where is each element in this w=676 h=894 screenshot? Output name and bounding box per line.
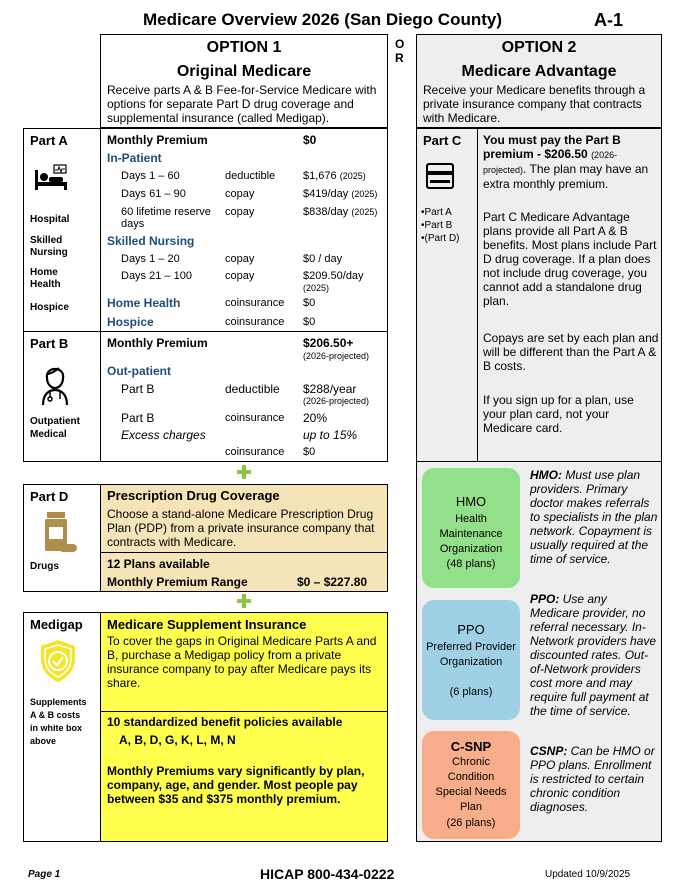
hmo-text: Must use plan providers. Primary doctor makes referrals to specialists in the plan network. Copayment is usually required at the time of service.	[530, 468, 658, 566]
ppo-name: Preferred Provider Organization	[426, 641, 516, 668]
part-a-row2-type: copay	[225, 188, 255, 200]
part-b-r4-type: coinsurance	[225, 446, 285, 458]
ppo-abbr: PPO	[457, 622, 485, 637]
part-b-r1-amount: $288/year	[303, 382, 357, 396]
footer-page: Page 1	[28, 869, 61, 880]
medigap-desc: To cover the gaps in Original Medicare Parts A and B, purchase a Medigap policy from a private insurance company to pay after Medicare pays its share.	[107, 634, 377, 690]
part-c-p1	[483, 133, 659, 191]
part-c-p1a: You must pay the Part B premium - $206.50	[483, 133, 621, 161]
or-o: O	[395, 37, 405, 51]
part-c-side	[416, 128, 478, 462]
part-c-label: Part C	[423, 133, 462, 148]
option1-label: OPTION 1	[206, 39, 282, 56]
csnp-desc	[530, 744, 658, 814]
part-a-hospice: Hospice	[107, 315, 154, 329]
plus-icon	[237, 594, 251, 608]
part-b-excess-amount: up to 15%	[303, 428, 358, 442]
part-a-row1-amount: $1,676	[303, 170, 337, 182]
part-a-side-home: Home Health	[30, 267, 61, 290]
part-b-excess-label: Excess charges	[121, 428, 206, 442]
part-c-side-d: •(Part D)	[421, 233, 460, 244]
ppo-count: (6 plans)	[449, 686, 493, 698]
footer-phone: HICAP 800-434-0222	[260, 866, 395, 882]
part-a-row1-type: deductible	[225, 170, 276, 182]
part-a-row3-days: 60 lifetime reserve days	[121, 206, 211, 230]
part-a-snf2-days: Days 21 – 100	[121, 270, 192, 282]
option1-name: Original Medicare	[176, 63, 312, 80]
csnp-name: Chronic Condition Special Needs Plan	[435, 756, 507, 813]
part-c-p4: If you sign up for a plan, use your plan card, not your Medicare card.	[483, 393, 634, 435]
part-a-snf2-type: copay	[225, 270, 255, 282]
footer-updated: Updated 10/9/2025	[545, 869, 631, 880]
csnp-lead: CSNP:	[530, 744, 568, 758]
hmo-lead: HMO:	[530, 468, 562, 482]
csnp-text: Can be HMO or PPO plans. Enrollment is restricted to certain chronic condition diagnoses.	[530, 744, 655, 814]
part-c-side-a: •Part A	[421, 207, 452, 218]
part-b-r2-type: coinsurance	[225, 412, 285, 424]
plan-types	[416, 461, 662, 842]
part-a-snf1-amount: $0 / day	[303, 253, 343, 265]
ppo-desc	[530, 592, 658, 718]
part-b-label: Part B	[30, 336, 69, 351]
part-a-row3-amount: $838/day	[303, 206, 349, 218]
part-b-premium: $206.50+	[303, 336, 354, 350]
part-a-snf2-year: (2025)	[303, 283, 330, 293]
part-a-side	[23, 128, 101, 332]
part-d-range: $0 – $227.80	[297, 575, 368, 589]
part-d-content	[100, 484, 388, 592]
option2-label: OPTION 2	[501, 39, 577, 56]
part-b-r2-label: Part B	[121, 411, 155, 425]
page-title: Medicare Overview 2026 (San Diego County)	[143, 10, 503, 29]
part-a-row3-year: (2025)	[351, 207, 378, 217]
doctor-icon	[41, 362, 69, 406]
part-a-premium-label: Monthly Premium	[107, 133, 208, 147]
medigap-side-1: Supplements	[30, 697, 87, 707]
ppo-pill	[422, 600, 520, 720]
ppo-text: Use any Medicare provider, no referral necessary. In-Network providers have discounted rates. Out-of-Network providers cost more and may require full payment at the time of service.	[530, 592, 657, 718]
part-a-side-hospice: Hospice	[30, 302, 69, 313]
part-a-row2-year: (2025)	[351, 189, 378, 199]
part-b-outpatient: Out-patient	[107, 364, 171, 378]
hmo-abbr: HMO	[455, 494, 487, 509]
shield-check-icon	[38, 639, 78, 683]
part-a-home-type: coinsurance	[225, 297, 285, 309]
part-c-side-b: •Part B	[421, 220, 453, 231]
part-a-row3-type: copay	[225, 206, 255, 218]
part-b-r4-amount: $0	[303, 446, 316, 458]
part-c-p1b: (2026-projected)	[483, 150, 618, 175]
part-d-side	[23, 484, 101, 592]
medigap-side	[23, 612, 101, 842]
part-a-row1-days: Days 1 – 60	[121, 170, 180, 182]
part-b-r1-type: deductible	[225, 382, 280, 396]
part-c-p2: Part C Medicare Advantage plans provide all Part A & B benefits. Most plans include Part D drug coverage. If a plan does not include drug coverage, you cannot add a standalone drug plan.	[483, 210, 657, 308]
part-c-p3: Copays are set by each plan and will be different than the Part A & B costs.	[483, 331, 659, 373]
part-b-r1-note: (2026-projected)	[303, 396, 370, 406]
csnp-count: (26 plans)	[446, 817, 496, 829]
part-a-content	[100, 128, 388, 332]
part-a-row2-amount: $419/day	[303, 188, 349, 200]
hmo-name: Health Maintenance Organization	[439, 513, 503, 555]
part-a-snf2-amount: $209.50/day	[303, 270, 364, 282]
part-d-title: Prescription Drug Coverage	[107, 488, 280, 503]
part-a-side-hospital: Hospital	[30, 214, 70, 225]
part-a-snf1-days: Days 1 – 20	[121, 253, 180, 265]
part-a-snf: Skilled Nursing	[107, 234, 195, 248]
part-a-row2-days: Days 61 – 90	[121, 188, 186, 200]
medigap-side-3: in white box	[30, 723, 83, 733]
part-a-hospice-type: coinsurance	[225, 316, 285, 328]
part-b-side-outpatient: Outpatient	[30, 416, 80, 427]
plus-icon	[237, 465, 251, 479]
medigap-side-2: A & B costs	[30, 710, 81, 720]
part-a-home-health: Home Health	[107, 296, 181, 310]
medigap-title: Medicare Supplement Insurance	[107, 617, 307, 632]
part-a-label: Part A	[30, 133, 68, 148]
part-b-content	[100, 331, 388, 462]
part-a-inpatient: In-Patient	[107, 151, 162, 165]
part-b-r1-label: Part B	[121, 382, 155, 396]
part-b-side-medical: Medical	[30, 429, 67, 440]
part-d-plans: 12 Plans available	[107, 557, 210, 571]
part-a-row1-year: (2025)	[339, 171, 366, 181]
csnp-pill	[422, 731, 520, 839]
medigap-side-4: above	[30, 736, 57, 746]
card-icon	[426, 163, 454, 189]
hospital-bed-icon	[34, 164, 68, 192]
part-a-hospice-amount: $0	[303, 316, 316, 328]
part-b-r2-amount: 20%	[303, 411, 328, 425]
or-r: R	[395, 51, 404, 65]
part-b-premium-note: (2026-projected)	[303, 351, 370, 361]
part-b-side	[23, 331, 101, 462]
part-c-p1c: . The plan may have an extra monthly premium.	[483, 162, 649, 191]
part-a-home-amount: $0	[303, 297, 316, 309]
part-d-label: Part D	[30, 489, 69, 504]
part-d-range-label: Monthly Premium Range	[107, 575, 248, 589]
pill-bottle-icon	[44, 511, 78, 555]
option1-header	[100, 34, 388, 128]
ppo-lead: PPO:	[530, 592, 560, 606]
hmo-pill	[422, 468, 520, 588]
option1-desc: Receive parts A & B Fee-for-Service Medicare with options for separate Part D drug coverage and supplemental insurance (called Medigap).	[107, 83, 377, 125]
part-d-side-drugs: Drugs	[30, 561, 59, 572]
part-a-snf1-type: copay	[225, 253, 255, 265]
part-a-side-snf: Skilled Nursing	[30, 235, 68, 258]
hmo-desc	[530, 468, 658, 566]
part-c-content	[477, 128, 662, 462]
csnp-abbr: C-SNP	[450, 739, 492, 754]
medigap-label: Medigap	[30, 617, 83, 632]
option2-name: Medicare Advantage	[461, 63, 617, 80]
option2-desc: Receive your Medicare benefits through a private insurance company that contracts with Medicare.	[423, 83, 646, 125]
part-a-premium: $0	[303, 133, 317, 147]
medigap-letters: A, B, D, G, K, L, M, N	[119, 733, 236, 747]
medigap-content	[100, 612, 388, 842]
page-code: A-1	[594, 10, 624, 30]
hmo-count: (48 plans)	[446, 558, 496, 570]
medigap-policies: 10 standardized benefit policies available	[107, 715, 343, 729]
part-d-desc: Choose a stand-alone Medicare Prescription Drug Plan (PDP) from a private insurance company that contracts with Medicare.	[107, 507, 375, 549]
option2-header	[416, 34, 662, 128]
medigap-premiums: Monthly Premiums vary significantly by plan, company, age, and gender. Most people pay between $35 and $375 monthly premium.	[107, 764, 365, 806]
part-b-premium-label: Monthly Premium	[107, 336, 208, 350]
